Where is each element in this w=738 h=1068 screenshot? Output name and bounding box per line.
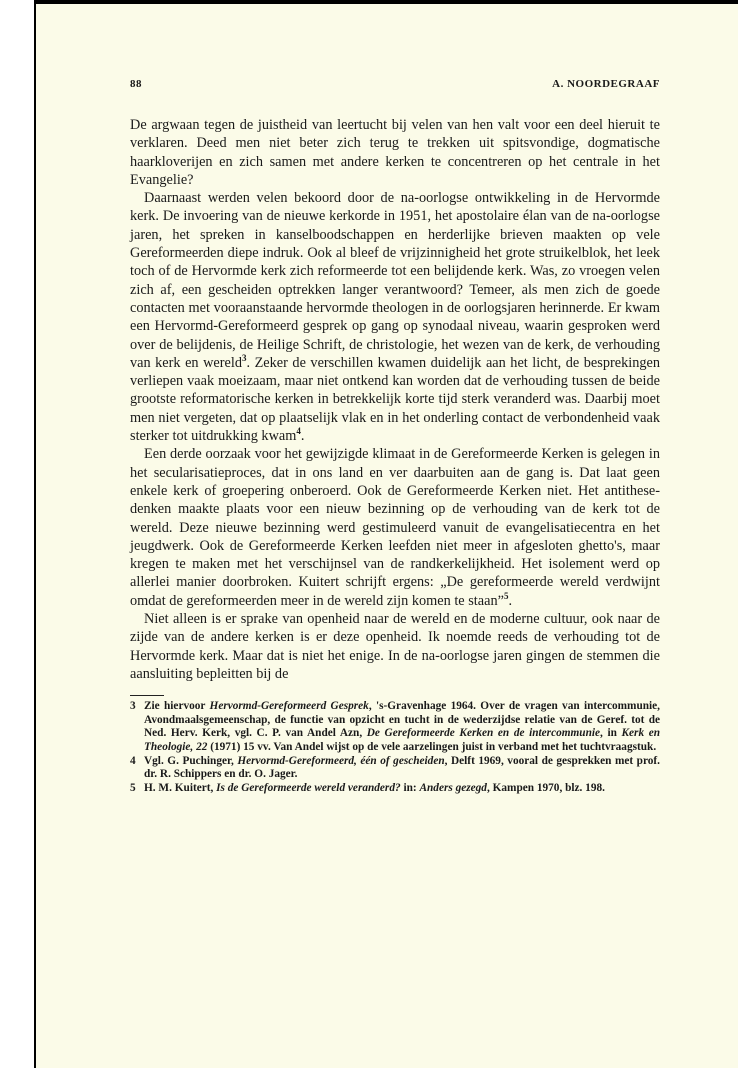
- footnote-text-run: Vgl. G. Puchinger,: [144, 754, 238, 767]
- footnote-divider: [130, 695, 164, 696]
- paragraph-4: [130, 610, 660, 683]
- footnote-text-run: , Kampen 1970, blz. 198.: [486, 781, 605, 794]
- paragraph-text: .: [508, 592, 513, 609]
- page-number: 88: [130, 78, 142, 90]
- running-header: [130, 78, 660, 94]
- footnote-number: 3: [130, 700, 136, 713]
- footnote-title-run: Anders gezegd: [419, 781, 487, 794]
- footnote-text: [144, 700, 660, 754]
- footnote-text-run: (1971) 15 vv. Van Andel wijst op de vele aarzelingen juist in verband met het tuchtvraagstuk.: [207, 740, 657, 753]
- footnote-title-run: Hervormd-Gereformeerd Gesprek: [209, 700, 369, 713]
- footnote-text: [144, 782, 660, 796]
- scan-top-edge: [0, 0, 738, 4]
- paragraph-3: [130, 445, 660, 610]
- footnote-text-run: , Delft 1969, vooral de gesprekken met prof. dr. R. Schippers en dr. O. Jager.: [144, 754, 661, 781]
- footnote-text: [144, 755, 660, 782]
- scan-left-margin: [0, 0, 34, 1068]
- book-page: [130, 78, 660, 795]
- footnote-text-run: H. M. Kuitert,: [144, 781, 217, 794]
- paragraph-text: Een derde oorzaak voor het gewijzigde klimaat in de Gereformeerde Kerken is gelegen in het secularisatieproces, dat in ons land en ver daarbuiten aan de gang is. Dat laat geen enkele kerk of groepering onberoerd. Ook de Gereformeerde Kerken niet. Het antithese-denken maakte plaats voor een nieuw bezinning op de verhouding van de kerk tot de wereld. Deze nieuwe bezinning werd gestimuleerd vanuit de evangelisatiecentra en het jeugdwerk. Ook de Gereformeerde Kerken leefden niet meer in afgesloten ghetto's, maar kregen te maken met het verschijnsel van de randkerkelijkheid. Het isolement werd op allerlei manier doorbroken. Kuitert schrijft ergens: „De gereformeerde wereld verdwijnt omdat de gereformeerden meer in de wereld zijn komen te staan”: [130, 446, 660, 609]
- footnote-ref-3[interactable]: 3: [241, 353, 247, 364]
- paragraph-1: [130, 116, 660, 189]
- footnote-title-run: Kerk en Theologie, 22: [144, 727, 660, 753]
- footnote-text-run: in:: [400, 781, 420, 794]
- footnote-5: [130, 782, 660, 796]
- footnote-ref-5[interactable]: 5: [503, 590, 509, 601]
- body-text: [130, 116, 660, 683]
- paragraph-2: [130, 189, 660, 445]
- scan-left-edge: [34, 0, 36, 1068]
- footnote-text-run: , in: [600, 727, 622, 740]
- footnote-4: [130, 755, 660, 782]
- footnote-number: 5: [130, 781, 136, 794]
- footnote-title-run: Is de Gereformeerde wereld veranderd?: [216, 781, 401, 794]
- paragraph-text: De argwaan tegen de juistheid van leertucht bij velen van hen valt voor een deel hieruit te verklaren. Deed men niet beter zich terug te trekken uit spitsvondige, dogmatische haarkloverijen en zich samen met andere kerken te concentreren op het centrale in het Evangelie?: [130, 117, 660, 188]
- footnote-3: [130, 700, 660, 754]
- paragraph-text: . Zeker de verschillen kwamen duidelijk aan het licht, de besprekingen verliepen vaak moeizaam, maar niet ontkend kan worden dat de verhouding tussen de beide grootste reformatorische kerken in betrekkelijk korte tijd sterk veranderd was. Daarbij moet men niet vergeten, dat op plaatselijk vlak en in het onderling contact de verbondenheid vaak sterker tot uitdrukking kwam: [130, 354, 660, 445]
- paragraph-text: Daarnaast werden velen bekoord door de na-oorlogse ontwikkeling in de Hervormde kerk. De invoering van de nieuwe kerkorde in 1951, het apostolaire élan van de na-oorlogse jaren, het spreken in kanselboodschappen en herderlijke brieven maakten op vele Gereformeerden diepe indruk. Ook al bleef de vrijzinnigheid het grote struikelblok, het leek toch of de Hervormde kerk zich reformeerde tot een belijdende kerk. Was, zo vroegen velen zich af, een gescheiden optrekken langer verantwoord? Temeer, als men zich de goede contacten met vooraanstaande hervormde theologen in de oorlogsjaren herinnerde. Er kwam een Hervormd-Gereformeerd gesprek op gang op synodaal niveau, waarin gesproken werd over de belijdenis, de Heilige Schrift, de christologie, het wezen van de kerk, de verhouding van kerk en wereld: [130, 190, 660, 371]
- footnote-title-run: Hervormd-Gereformeerd, één of gescheiden: [237, 754, 445, 767]
- footnote-number: 4: [130, 754, 136, 767]
- paragraph-text: Niet alleen is er sprake van openheid naar de wereld en de moderne cultuur, ook naar de zijde van de andere kerken is er deze openheid. Ik noemde reeds de verhouding tot de Hervormde kerk. Maar dat is niet het enige. In de na-oorlogse jaren gingen de stemmen die aansluiting bepleitten bij de: [130, 611, 660, 682]
- running-title: A. NOORDEGRAAF: [552, 78, 660, 90]
- footnote-title-run: De Gereformeerde Kerken en de intercommunie: [366, 727, 601, 740]
- footnote-text-run: , 's-Gravenhage 1964. Over de vragen van intercommunie, Avondmaalsgemeenschap, de functie van opzicht en tucht in de wederzijdse relatie van de Geref. tot de Ned. Herv. Kerk, vgl. C. P. van Andel Azn,: [144, 700, 660, 740]
- paragraph-text: .: [300, 428, 305, 445]
- footnote-ref-4[interactable]: 4: [296, 426, 301, 437]
- footnote-text-run: Zie hiervoor: [144, 700, 210, 713]
- footnotes: [130, 700, 660, 795]
